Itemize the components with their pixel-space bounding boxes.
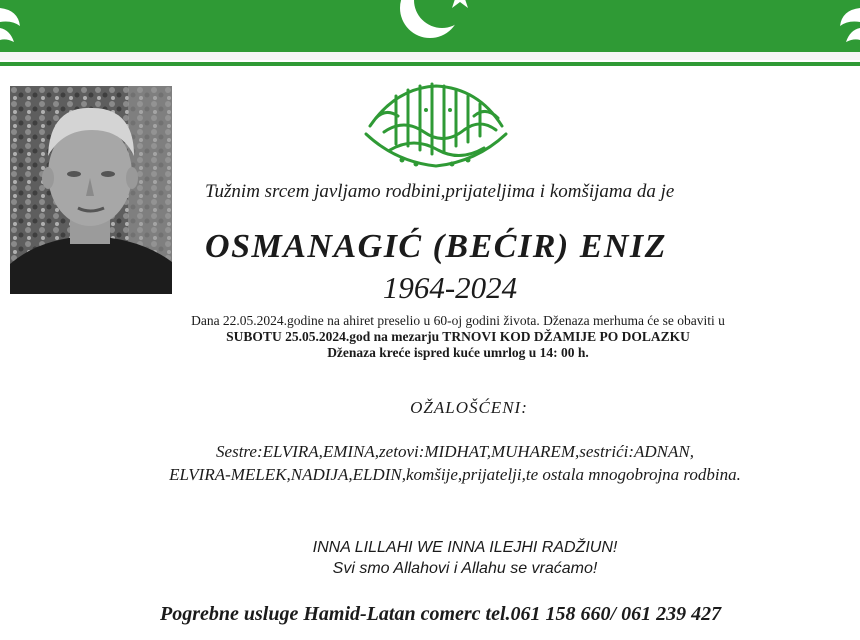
family-line-1: Sestre:ELVIRA,EMINA,zetovi:MIDHAT,MUHAREM,sestrići:ADNAN, [216, 442, 694, 461]
family-line-2: ELVIRA-MELEK,NADIJA,ELDIN,komšije,prijatelji,te ostala mnogobrojna rodbina. [169, 465, 741, 484]
ornament-left-icon [0, 0, 40, 52]
banner-rule [0, 62, 860, 66]
funeral-service-footer: Pogrebne usluge Hamid-Latan comerc tel.061 158 660/ 061 239 427 [160, 603, 722, 625]
mourners-heading: OŽALOŠĆENI: [410, 398, 528, 417]
details-line-2: SUBOTU 25.05.2024.god na mezarju TRNOVI KOD DŽAMIJE PO DOLAZKU [226, 329, 690, 344]
life-years: 1964-2024 [382, 270, 518, 305]
details-line-1: Dana 22.05.2024.godine na ahiret preselio u 60-oj godini života. Dženaza merhuma će se obaviti u [191, 313, 725, 328]
prayer-line-1: INNA LILLAHI WE INNA ILEJHI RADŽIUN! [312, 539, 618, 556]
crescent-star-icon [398, 0, 482, 42]
banner-gap [0, 52, 860, 60]
intro-text: Tužnim srcem javljamo rodbini,prijateljima i komšijama da je [205, 181, 675, 202]
prayer-text [0, 537, 860, 579]
ornament-right-icon [820, 0, 860, 52]
deceased-name: OSMANAGIĆ (BEĆIR) ENIZ [205, 228, 667, 265]
family-list [105, 440, 805, 486]
arabic-calligraphy-icon [356, 74, 516, 178]
funeral-details [118, 313, 798, 361]
prayer-line-2: Svi smo Allahovi i Allahu se vraćamo! [332, 560, 598, 577]
details-line-3: Dženaza kreće ispred kuće umrlog u 14: 00 h. [327, 345, 589, 360]
